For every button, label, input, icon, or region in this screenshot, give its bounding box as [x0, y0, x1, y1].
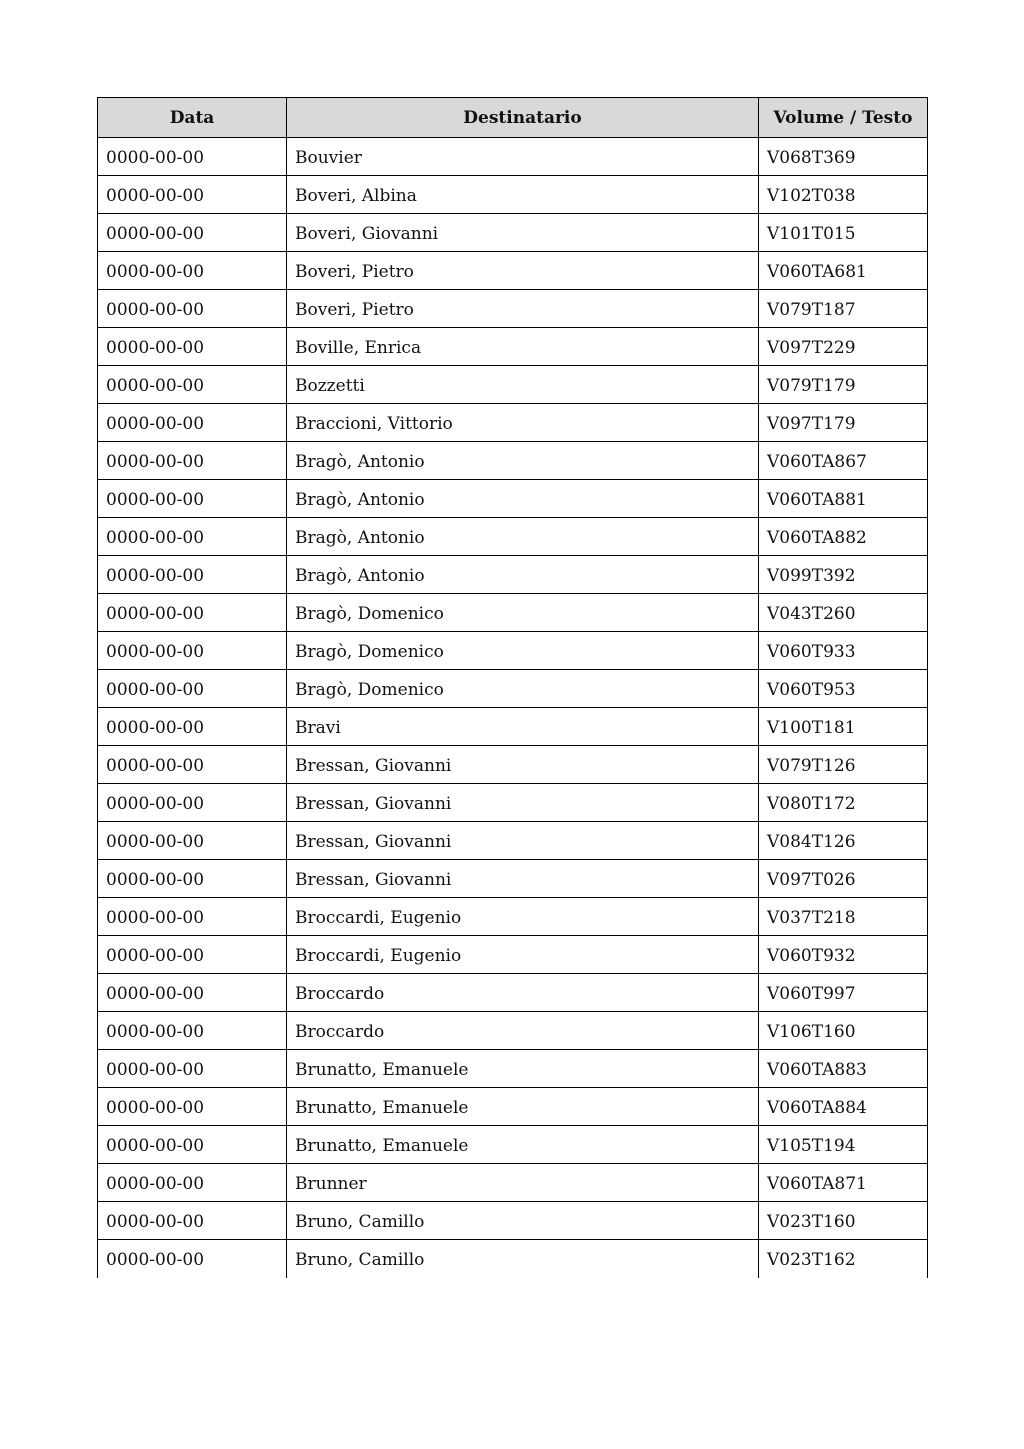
cell-volume: V023T162 — [759, 1240, 928, 1278]
cell-recipient: Bressan, Giovanni — [287, 784, 759, 822]
cell-recipient: Bruno, Camillo — [287, 1202, 759, 1240]
cell-volume: V060T932 — [759, 936, 928, 974]
cell-recipient: Brunner — [287, 1164, 759, 1202]
cell-recipient: Bragò, Antonio — [287, 556, 759, 594]
cell-volume: V084T126 — [759, 822, 928, 860]
cell-recipient: Bragò, Antonio — [287, 518, 759, 556]
table-row — [98, 784, 928, 822]
table-row — [98, 1202, 928, 1240]
cell-recipient: Bressan, Giovanni — [287, 822, 759, 860]
column-header-volume: Volume / Testo — [759, 98, 928, 138]
cell-recipient: Bruno, Camillo — [287, 1240, 759, 1278]
cell-volume: V100T181 — [759, 708, 928, 746]
cell-date: 0000-00-00 — [98, 746, 287, 784]
table-row — [98, 632, 928, 670]
cell-date: 0000-00-00 — [98, 784, 287, 822]
cell-recipient: Bressan, Giovanni — [287, 746, 759, 784]
table-row — [98, 860, 928, 898]
cell-date: 0000-00-00 — [98, 670, 287, 708]
cell-date: 0000-00-00 — [98, 556, 287, 594]
cell-recipient: Broccardo — [287, 1012, 759, 1050]
table-row — [98, 822, 928, 860]
cell-recipient: Bravi — [287, 708, 759, 746]
cell-volume: V079T187 — [759, 290, 928, 328]
table-row — [98, 594, 928, 632]
table-row — [98, 670, 928, 708]
cell-volume: V060TA871 — [759, 1164, 928, 1202]
cell-volume: V097T026 — [759, 860, 928, 898]
cell-recipient: Brunatto, Emanuele — [287, 1126, 759, 1164]
cell-date: 0000-00-00 — [98, 252, 287, 290]
cell-recipient: Broccardo — [287, 974, 759, 1012]
cell-recipient: Brunatto, Emanuele — [287, 1088, 759, 1126]
cell-date: 0000-00-00 — [98, 442, 287, 480]
table-row — [98, 176, 928, 214]
cell-volume: V060TA882 — [759, 518, 928, 556]
cell-volume: V102T038 — [759, 176, 928, 214]
cell-recipient: Bragò, Domenico — [287, 632, 759, 670]
table-row — [98, 556, 928, 594]
cell-recipient: Boveri, Pietro — [287, 252, 759, 290]
cell-recipient: Bozzetti — [287, 366, 759, 404]
cell-recipient: Boveri, Albina — [287, 176, 759, 214]
table-row — [98, 746, 928, 784]
cell-recipient: Broccardi, Eugenio — [287, 898, 759, 936]
cell-volume: V079T179 — [759, 366, 928, 404]
cell-date: 0000-00-00 — [98, 898, 287, 936]
cell-date: 0000-00-00 — [98, 1164, 287, 1202]
table-row — [98, 1164, 928, 1202]
table-row — [98, 404, 928, 442]
cell-date: 0000-00-00 — [98, 860, 287, 898]
cell-volume: V097T179 — [759, 404, 928, 442]
cell-volume: V068T369 — [759, 138, 928, 176]
table-body — [98, 138, 928, 1278]
cell-recipient: Bragò, Domenico — [287, 594, 759, 632]
column-header-recipient: Destinatario — [287, 98, 759, 138]
table-row — [98, 518, 928, 556]
cell-volume: V099T392 — [759, 556, 928, 594]
table-row — [98, 366, 928, 404]
table-row — [98, 442, 928, 480]
cell-date: 0000-00-00 — [98, 404, 287, 442]
table-row — [98, 252, 928, 290]
cell-recipient: Bouvier — [287, 138, 759, 176]
cell-date: 0000-00-00 — [98, 936, 287, 974]
cell-date: 0000-00-00 — [98, 594, 287, 632]
cell-date: 0000-00-00 — [98, 1050, 287, 1088]
cell-recipient: Braccioni, Vittorio — [287, 404, 759, 442]
cell-recipient: Broccardi, Eugenio — [287, 936, 759, 974]
cell-recipient: Boveri, Giovanni — [287, 214, 759, 252]
letters-table — [97, 97, 928, 1278]
column-header-date: Data — [98, 98, 287, 138]
cell-recipient: Boveri, Pietro — [287, 290, 759, 328]
cell-recipient: Bragò, Domenico — [287, 670, 759, 708]
cell-volume: V060T997 — [759, 974, 928, 1012]
cell-date: 0000-00-00 — [98, 366, 287, 404]
cell-recipient: Bragò, Antonio — [287, 480, 759, 518]
cell-recipient: Boville, Enrica — [287, 328, 759, 366]
cell-date: 0000-00-00 — [98, 1126, 287, 1164]
cell-date: 0000-00-00 — [98, 518, 287, 556]
cell-recipient: Bragò, Antonio — [287, 442, 759, 480]
cell-volume: V105T194 — [759, 1126, 928, 1164]
cell-date: 0000-00-00 — [98, 214, 287, 252]
cell-volume: V079T126 — [759, 746, 928, 784]
cell-date: 0000-00-00 — [98, 974, 287, 1012]
cell-volume: V060TA881 — [759, 480, 928, 518]
cell-date: 0000-00-00 — [98, 328, 287, 366]
header-row — [98, 98, 928, 138]
table-row — [98, 1050, 928, 1088]
cell-volume: V097T229 — [759, 328, 928, 366]
cell-date: 0000-00-00 — [98, 1012, 287, 1050]
table-row — [98, 214, 928, 252]
cell-date: 0000-00-00 — [98, 138, 287, 176]
cell-volume: V060T953 — [759, 670, 928, 708]
cell-volume: V106T160 — [759, 1012, 928, 1050]
table-row — [98, 974, 928, 1012]
table-row — [98, 328, 928, 366]
cell-date: 0000-00-00 — [98, 1088, 287, 1126]
table-header — [98, 98, 928, 138]
table-row — [98, 1240, 928, 1278]
cell-date: 0000-00-00 — [98, 1240, 287, 1278]
table-row — [98, 1126, 928, 1164]
cell-date: 0000-00-00 — [98, 632, 287, 670]
cell-date: 0000-00-00 — [98, 480, 287, 518]
cell-date: 0000-00-00 — [98, 176, 287, 214]
table-row — [98, 1012, 928, 1050]
table-row — [98, 290, 928, 328]
table-row — [98, 1088, 928, 1126]
cell-date: 0000-00-00 — [98, 290, 287, 328]
cell-volume: V023T160 — [759, 1202, 928, 1240]
table-row — [98, 480, 928, 518]
table-row — [98, 898, 928, 936]
cell-volume: V060TA681 — [759, 252, 928, 290]
cell-recipient: Brunatto, Emanuele — [287, 1050, 759, 1088]
table-row — [98, 138, 928, 176]
cell-volume: V101T015 — [759, 214, 928, 252]
cell-volume: V037T218 — [759, 898, 928, 936]
cell-date: 0000-00-00 — [98, 822, 287, 860]
cell-volume: V060TA867 — [759, 442, 928, 480]
cell-date: 0000-00-00 — [98, 1202, 287, 1240]
cell-volume: V060T933 — [759, 632, 928, 670]
cell-volume: V043T260 — [759, 594, 928, 632]
cell-volume: V060TA884 — [759, 1088, 928, 1126]
table-row — [98, 708, 928, 746]
cell-date: 0000-00-00 — [98, 708, 287, 746]
cell-recipient: Bressan, Giovanni — [287, 860, 759, 898]
table-row — [98, 936, 928, 974]
cell-volume: V060TA883 — [759, 1050, 928, 1088]
cell-volume: V080T172 — [759, 784, 928, 822]
